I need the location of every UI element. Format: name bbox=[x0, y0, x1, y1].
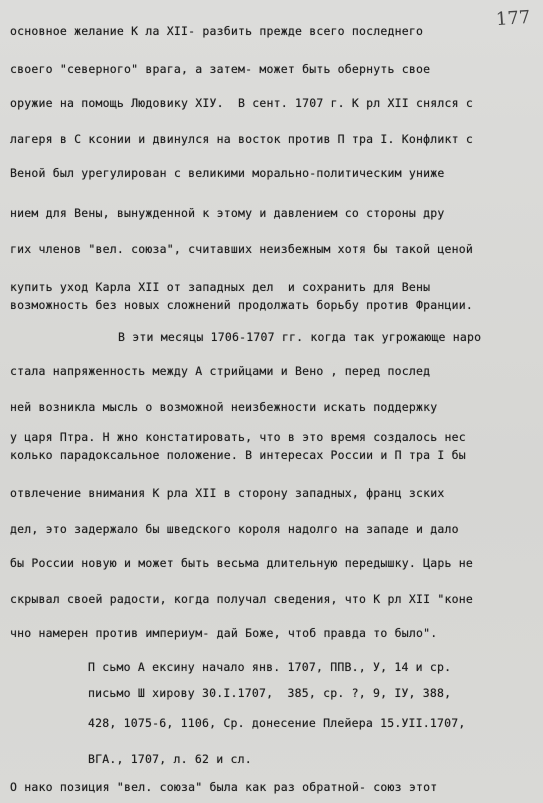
text-line-9: возможность без новых сложнений продолжать борьбу против Франции. bbox=[10, 298, 474, 312]
text-line-4: лагеря в С ксонии и двинулся на восток против П тра I. Конфликт с bbox=[10, 132, 474, 146]
text-line-18: скрывал своей радости, когда получал сведения, что К рл ХII "коне bbox=[10, 592, 474, 606]
footnote-line-4: ВГА., 1707, л. 62 и сл. bbox=[88, 752, 252, 766]
text-line-17: бы России новую и может быть весьма длительную передышку. Царь не bbox=[10, 556, 474, 570]
text-line-19: чно намерен против империум- дай Боже, чтоб правда то было". bbox=[10, 626, 438, 640]
text-line-8: купить уход Карла ХII от западных дел и сохранить для Вены bbox=[10, 280, 431, 294]
text-line-1: основное желание К ла ХII- разбить прежде всего последнего bbox=[10, 24, 424, 38]
footnote-line-3: 428, 1075-6, 1106, Ср. донесение Плейера 15.УII.1707, bbox=[88, 716, 466, 730]
page-number: 177 bbox=[495, 6, 532, 31]
text-line-15: отвлечение внимания К рла ХII в сторону западных, франц зских bbox=[10, 486, 445, 500]
text-line-16: дел, это задержало бы шведского короля надолго на западе и дало bbox=[10, 522, 459, 536]
footnote-line-1: П сьмо А ексину начало янв. 1707, ППВ., У, 14 и ср. bbox=[88, 660, 452, 674]
footnote-line-2: письмо Ш хирову 30.I.1707, 385, ср. ?, 9, IУ, 388, bbox=[88, 686, 452, 700]
text-line-14: колько парадоксальное положение. В интересах России и П тра I бы bbox=[10, 448, 466, 462]
text-line-13: у царя Птра. Н жно констатировать, что в это время создалось нес bbox=[10, 430, 466, 444]
text-line-11: стала напряженность между А стрийцами и Вено , перед послед bbox=[10, 364, 431, 378]
text-line-7: гих членов "вел. союза", считавших неизбежным хотя бы такой ценой bbox=[10, 242, 474, 256]
text-line-2: своего "северного" врага, а затем- может быть обернуть свое bbox=[10, 62, 431, 76]
text-line-20: О нако позиция "вел. союза" была как раз обратной- союз этот bbox=[10, 780, 438, 794]
text-line-10: В эти месяцы 1706-1707 гг. когда так угрожающе наро bbox=[118, 330, 482, 344]
text-line-6: нием для Вены, вынужденной к этому и давлением со стороны дру bbox=[10, 206, 445, 220]
text-line-5: Веной был урегулирован с великими морально-политическим униже bbox=[10, 166, 445, 180]
text-line-12: ней возникла мысль о возможной неизбежности искать поддержку bbox=[10, 400, 438, 414]
text-line-3: оружие на помощь Людовику ХIУ. В сент. 1707 г. К рл ХII снялся с bbox=[10, 96, 474, 110]
